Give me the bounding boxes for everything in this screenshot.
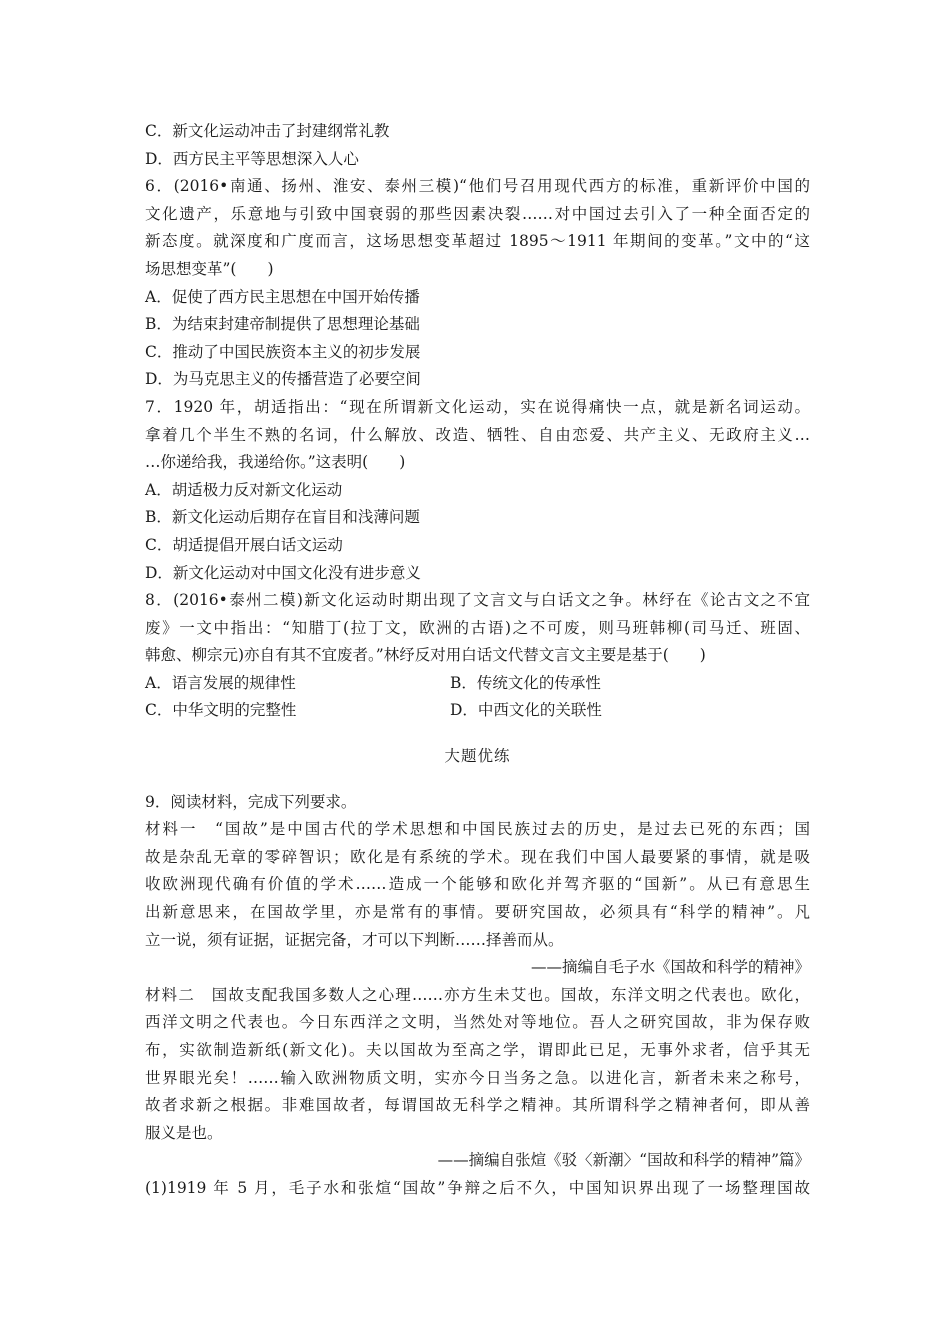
material-2-line: 布，实欲制造新纸(新文化)。夫以国故为至高之学，谓即此已足，无事外求者，信乎其无 xyxy=(145,1041,810,1059)
material-1-source: ——摘编自毛子水《国故和科学的精神》 xyxy=(530,958,810,977)
material-1-line: 立一说，须有证据，证据完备，才可以下判断……择善而从。 xyxy=(145,930,564,949)
material-2-line: 西洋文明之代表也。今日东西洋之文明，当然处对等地位。吾人之研究国故，非为保存败 xyxy=(145,1013,810,1032)
q6-option-a: A．促使了西方民主思想在中国开始传播 xyxy=(145,287,420,306)
material-1-line: 材料一 “国故”是中国古代的学术思想和中国民族过去的历史，是过去已死的东西；国 xyxy=(145,820,810,839)
material-2-line: 世界眼光矣！……输入欧洲物质文明，实亦今日当务之急。以进化言，新者未来之称号， xyxy=(145,1068,810,1087)
q6-stem-line: 文化遗产，乐意地与引致中国衰弱的那些因素决裂……对中国过去引入了一种全面否定的 xyxy=(145,204,810,223)
q7-option-a: A．胡适极力反对新文化运动 xyxy=(145,480,343,499)
q8-option-c: C．中华文明的完整性 xyxy=(145,701,297,720)
q6-stem-line: 6．(2016•南通、扬州、淮安、泰州三模)“他们号召用现代西方的标准，重新评价中国的 xyxy=(145,177,810,196)
q7-option-d: D．新文化运动对中国文化没有进步意义 xyxy=(145,563,421,582)
q6-stem-line: 新态度。就深度和广度而言，这场思想变革超过 1895～1911 年期间的变革。”文中的“这 xyxy=(145,232,810,251)
q5-option-d: D．西方民主平等思想深入人心 xyxy=(145,149,359,168)
q8-stem-line: 8．(2016•泰州二模)新文化运动时期出现了文言文与白话文之争。林纾在《论古文之不宜 xyxy=(145,591,810,610)
q7-option-c: C．胡适提倡开展白话文运动 xyxy=(145,535,343,554)
material-2-line: 服义是也。 xyxy=(145,1123,223,1142)
material-2-source: ——摘编自张煊《驳〈新潮〉“国故和科学的精神”篇》 xyxy=(437,1151,810,1170)
question-9 xyxy=(145,789,810,1203)
q8-stem-line: 韩愈、柳宗元)亦自有其不宜废者。”林纾反对用白话文代替文言文主要是基于( ) xyxy=(145,646,706,665)
q7-option-b: B．新文化运动后期存在盲目和浅薄问题 xyxy=(145,508,420,527)
q8-stem-line: 废》一文中指出：“知腊丁(拉丁文，欧洲的古语)之不可废，则马班韩柳(司马迁、班固、 xyxy=(145,618,810,637)
material-1-line: 出新意思来，在国故学里，亦是常有的事情。要研究国故，必须具有“科学的精神”。凡 xyxy=(145,903,810,922)
material-2-line: 故者求新之根据。非难国故者，每谓国故无科学之精神。其所谓科学之精神者何，即从善 xyxy=(145,1096,810,1115)
q8-option-b: B．传统文化的传承性 xyxy=(450,673,601,692)
q8-option-a: A．语言发展的规律性 xyxy=(145,673,296,692)
question-8 xyxy=(145,587,810,725)
question-7 xyxy=(145,394,810,587)
question-6 xyxy=(145,173,810,394)
content-column xyxy=(145,118,810,1203)
q9-stem: 9．阅读材料，完成下列要求。 xyxy=(145,792,357,811)
q7-stem-line: …你递给我，我递给你。”这表明( ) xyxy=(145,453,406,472)
material-2-line: 材料二 国故支配我国多数人之心理……亦方生未艾也。国故，东洋文明之代表也。欧化， xyxy=(145,985,810,1004)
q8-option-d: D．中西文化的关联性 xyxy=(450,701,602,720)
q9-sub-question-1: (1)1919 年 5 月，毛子水和张煊“国故”争辩之后不久，中国知识界出现了一场整理国故 xyxy=(145,1178,810,1197)
q7-stem-line: 7．1920 年，胡适指出：“现在所谓新文化运动，实在说得痛快一点，就是新名词运动。 xyxy=(145,397,810,416)
material-1-line: 收欧洲现代确有价值的学术……造成一个能够和欧化并驾齐驱的“国新”。从已有意思生 xyxy=(145,875,810,894)
q6-option-c: C．推动了中国民族资本主义的初步发展 xyxy=(145,342,421,361)
q6-option-b: B．为结束封建帝制提供了思想理论基础 xyxy=(145,315,420,334)
section-title: 大题优练 xyxy=(444,747,511,766)
q6-stem-line: 场思想变革”( ) xyxy=(145,259,274,278)
q7-stem-line: 拿着几个半生不熟的名词，什么解放、改造、牺牲、自由恋爱、共产主义、无政府主义… xyxy=(145,425,810,444)
q8-options-row xyxy=(145,670,810,698)
material-1-line: 故是杂乱无章的零碎智识；欧化是有系统的学术。现在我们中国人最要紧的事情，就是吸 xyxy=(145,847,810,866)
q6-option-d: D．为马克思主义的传播营造了必要空间 xyxy=(145,370,421,389)
q5-option-c: C．新文化运动冲击了封建纲常礼教 xyxy=(145,122,390,140)
q8-options-row xyxy=(145,697,810,725)
